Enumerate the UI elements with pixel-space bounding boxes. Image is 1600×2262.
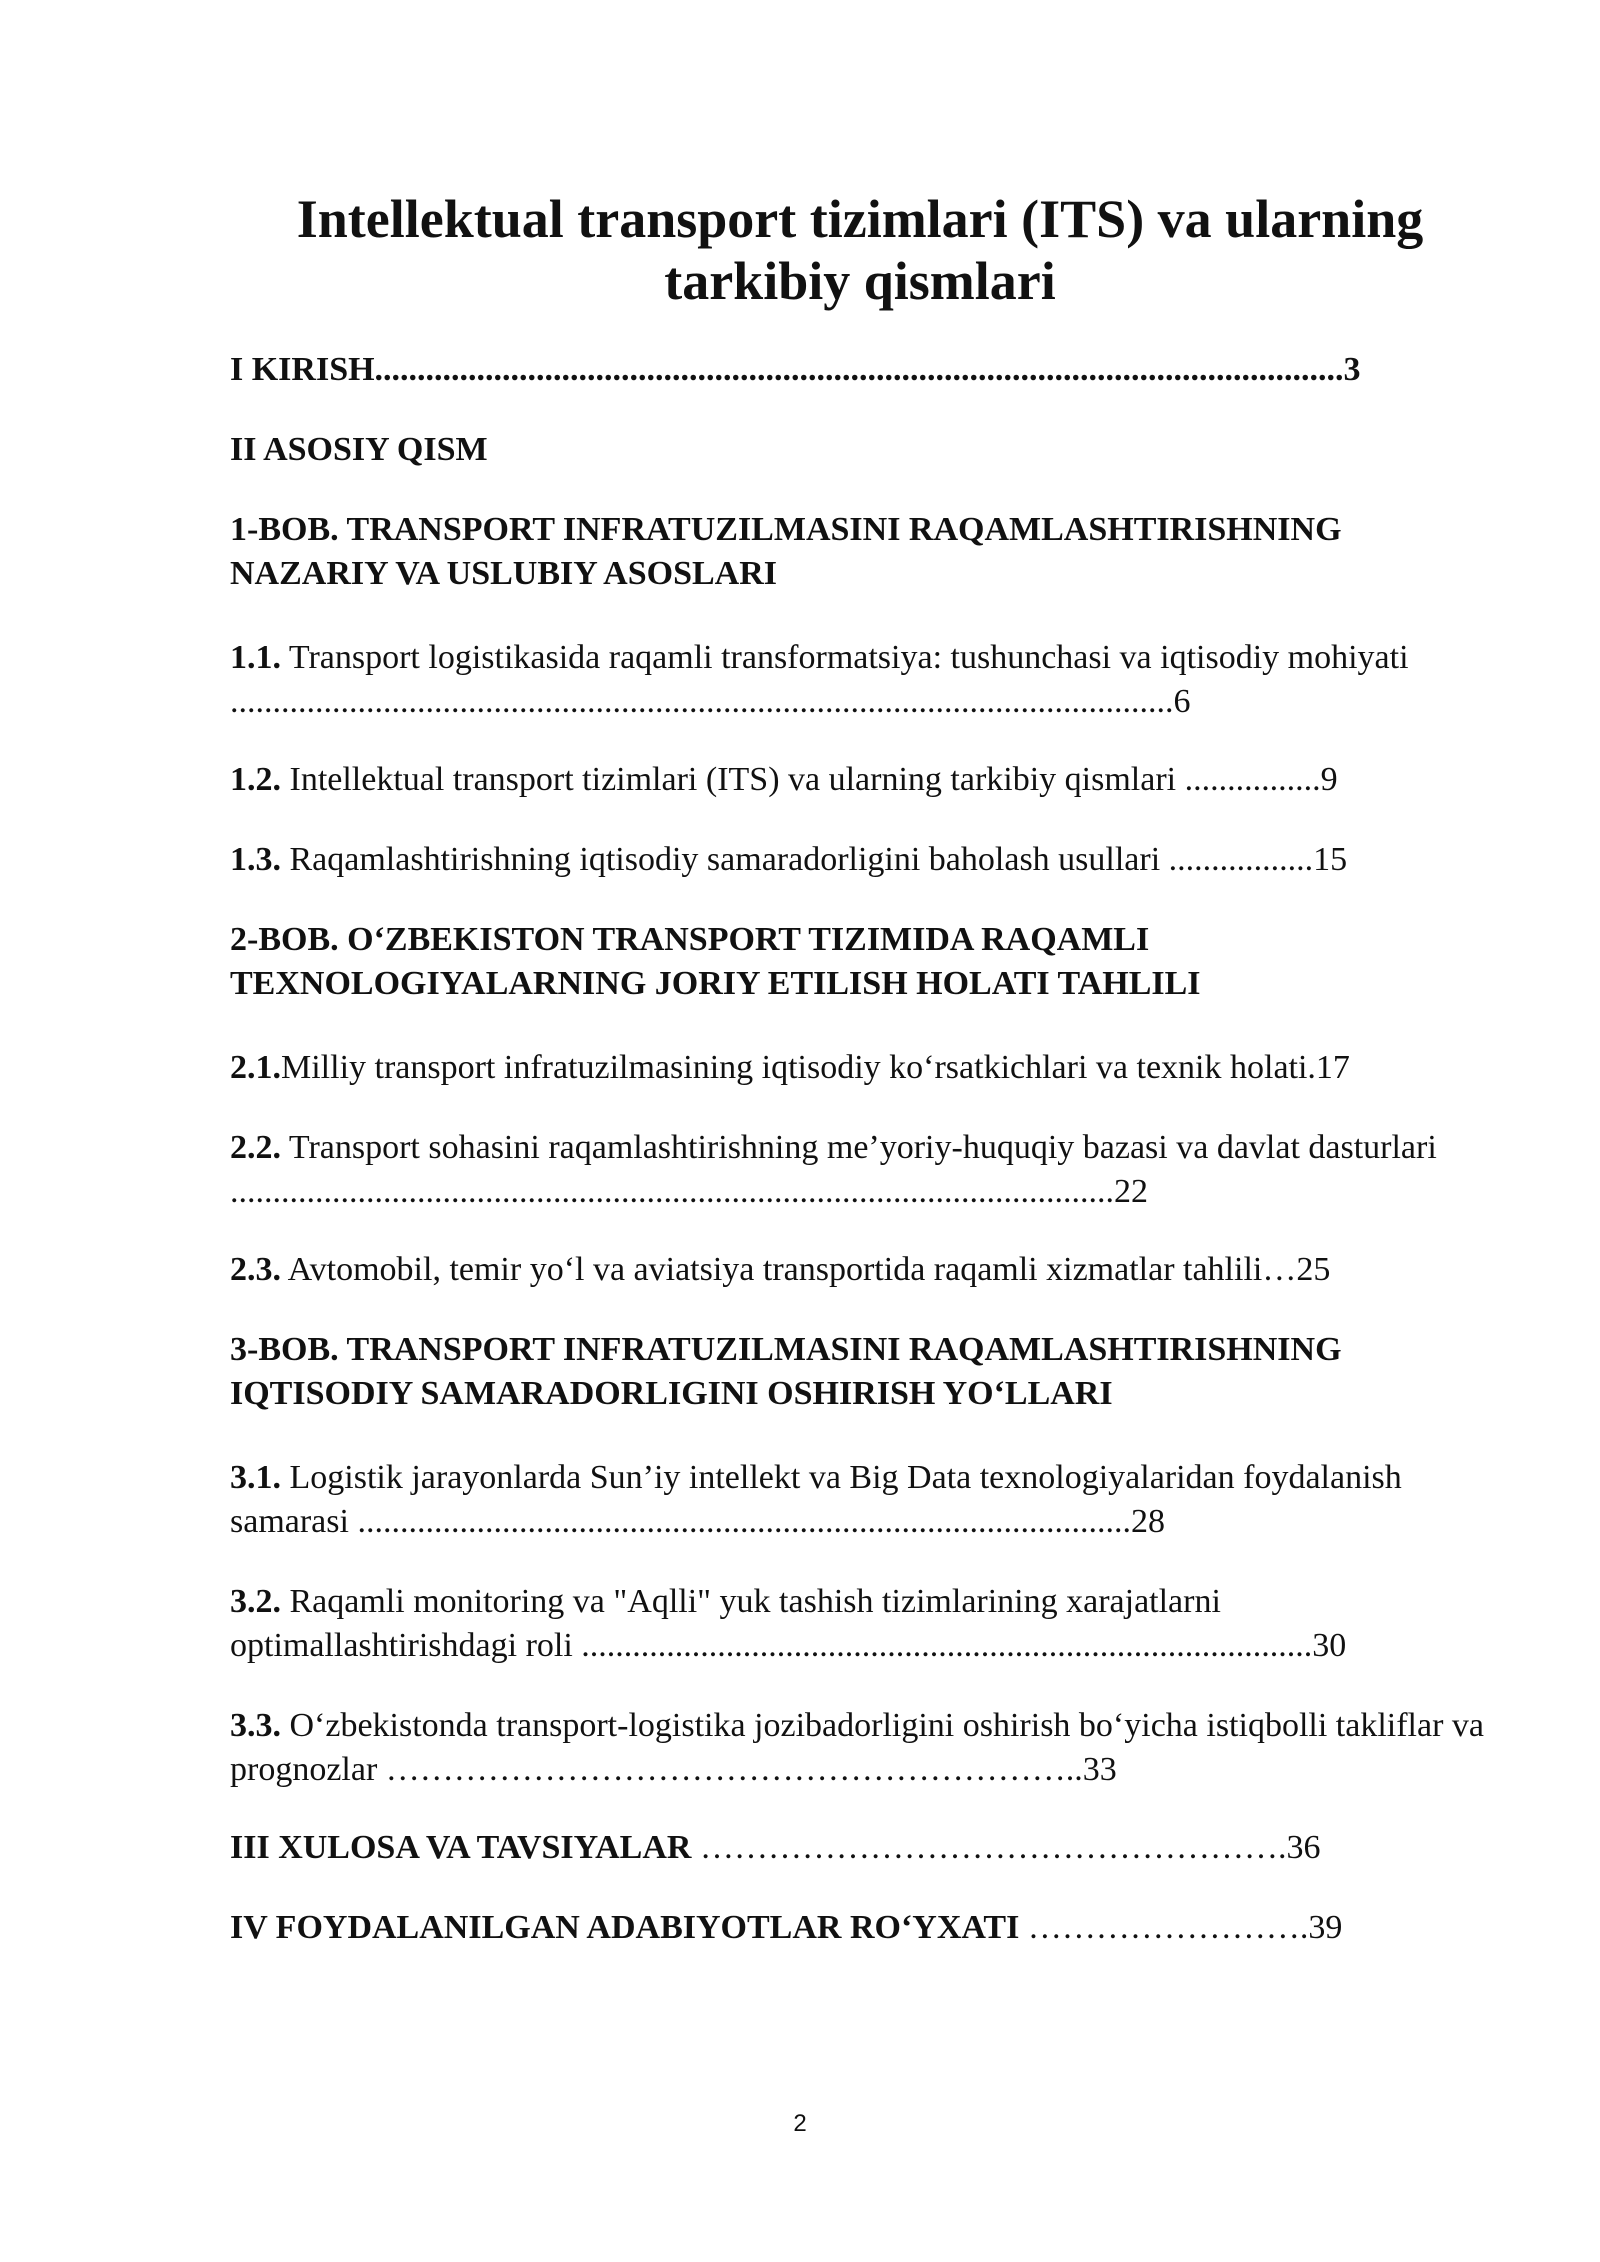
entry-leader: …………………….39 (1019, 1909, 1343, 1946)
toc-chapter-1-heading: 1-BOB. TRANSPORT INFRATUZILMASINI RAQAMLASHTIRISHNING NAZARIY VA USLUBIY ASOSLARI (230, 511, 1342, 592)
toc-section-1-1 (230, 636, 1492, 724)
entry-leader: …………………………………………….36 (691, 1829, 1321, 1866)
section-text: Raqamlashtirishning iqtisodiy samaradorligini baholash usullari .................15 (281, 841, 1348, 878)
section-number: 1.1. (230, 639, 281, 676)
toc-chapter-3-heading: 3-BOB. TRANSPORT INFRATUZILMASINI RAQAMLASHTIRISHNING IQTISODIY SAMARADORLIGINI OSHIRISH YO‘LLARI (230, 1331, 1342, 1412)
page-number: 2 (793, 2110, 807, 2137)
toc-entry-adabiyotlar (230, 1906, 1492, 1950)
section-number: 2.1. (230, 1049, 281, 1086)
section-number: 1.3. (230, 841, 281, 878)
toc-section-2-1 (230, 1046, 1492, 1090)
section-text: Transport logistikasida raqamli transformatsiya: tushunchasi va iqtisodiy mohiyati ...............................................................................................................6 (230, 639, 1409, 720)
section-number: 1.2. (230, 761, 281, 798)
section-text: Logistik jarayonlarda Sun’iy intellekt va Big Data texnologiyalaridan foydalanish samarasi ...........................................................................................28 (230, 1459, 1402, 1540)
section-number: 3.3. (230, 1707, 281, 1744)
entry-title: IV FOYDALANILGAN ADABIYOTLAR RO‘YXATI (230, 1909, 1020, 1946)
toc-section-2-2 (230, 1126, 1492, 1214)
toc-section-3-2 (230, 1580, 1492, 1668)
section-text: Raqamli monitoring va "Aqlli" yuk tashish tizimlarining xarajatlarni optimallashtirishdagi roli ......................................................................................30 (230, 1583, 1347, 1664)
section-text: Avtomobil, temir yo‘l va aviatsiya transportida raqamli xizmatlar tahlili…25 (281, 1251, 1331, 1288)
section-text: Intellektual transport tizimlari (ITS) va ularning tarkibiy qismlari ................9 (281, 761, 1338, 798)
toc-section-1-3 (230, 838, 1492, 882)
toc-section-1-2 (230, 758, 1492, 802)
section-number: 3.1. (230, 1459, 281, 1496)
toc-section-3-1 (230, 1456, 1492, 1544)
toc-entry-kirish: I KIRISH..................................................................................................................3 (230, 351, 1361, 388)
document-title: Intellektual transport tizimlari (ITS) va ularning tarkibiy qismlari (296, 189, 1424, 311)
section-text: O‘zbekistonda transport-logistika jozibadorligini oshirish bo‘yicha istiqbolli takliflar va prognozlar ……………………………………………………..33 (230, 1707, 1484, 1788)
entry-title: III XULOSA VA TAVSIYALAR (230, 1829, 692, 1866)
toc-section-3-3 (230, 1704, 1492, 1792)
section-number: 2.2. (230, 1129, 281, 1166)
toc-section-2-3 (230, 1248, 1492, 1292)
toc-entry-xulosa (230, 1826, 1492, 1870)
toc-chapter-2-heading: 2-BOB. O‘ZBEKISTON TRANSPORT TIZIMIDA RAQAMLI TEXNOLOGIYALARNING JORIY ETILISH HOLATI TAHLILI (230, 921, 1201, 1002)
toc-entry-asosiy-qism: II ASOSIY QISM (230, 431, 488, 468)
section-number: 3.2. (230, 1583, 281, 1620)
section-text: Milliy transport infratuzilmasining iqtisodiy ko‘rsatkichlari va texnik holati.17 (281, 1049, 1350, 1086)
section-number: 2.3. (230, 1251, 281, 1288)
section-text: Transport sohasini raqamlashtirishning me’yoriy-huquqiy bazasi va davlat dasturlari ........................................................................................................22 (230, 1129, 1437, 1210)
